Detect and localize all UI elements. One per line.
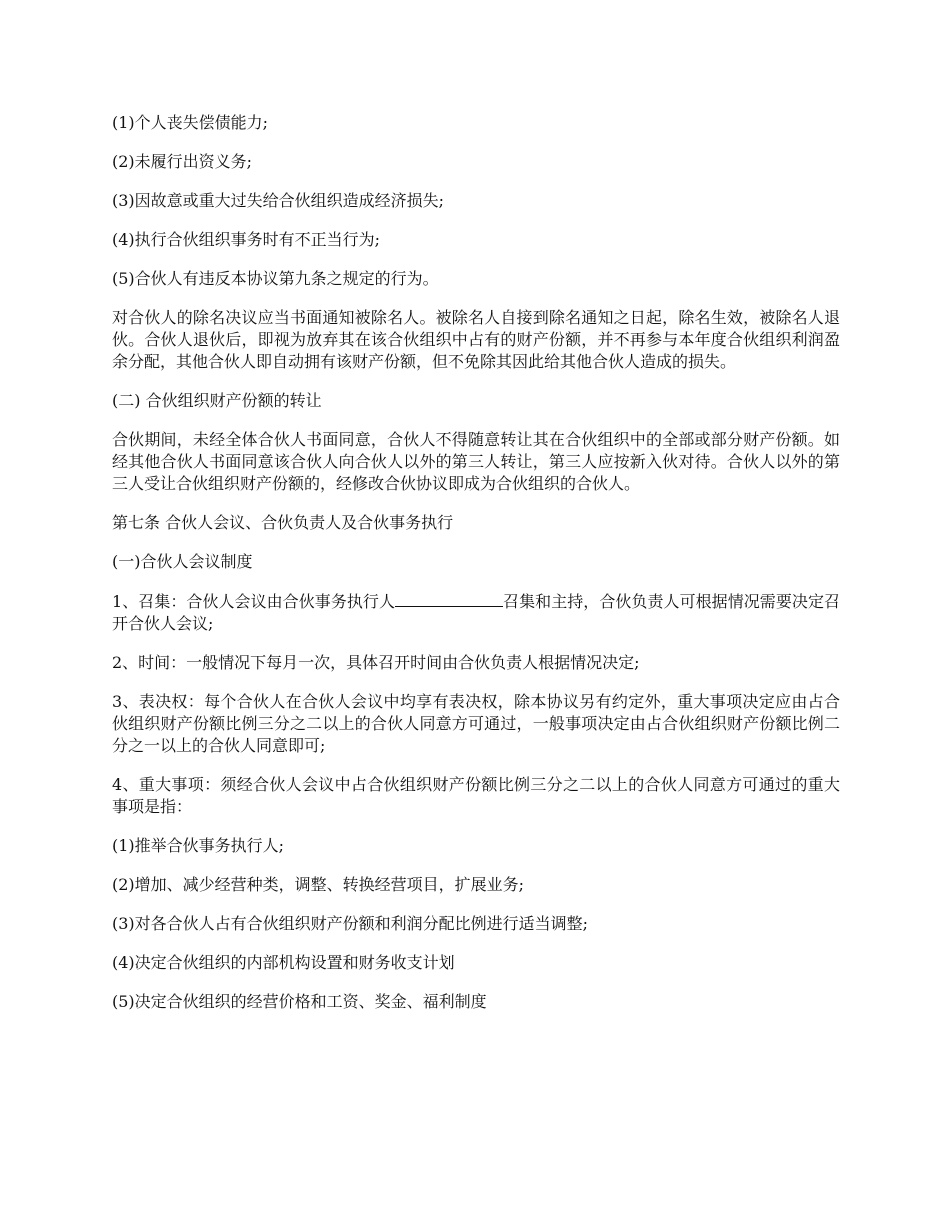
- major-item-2: (2)增加、减少经营种类，调整、转换经营项目，扩展业务;: [112, 875, 525, 894]
- article-heading-7: 第七条 合伙人会议、合伙负责人及合伙事务执行: [112, 513, 454, 532]
- document-body: [112, 112, 840, 1030]
- expulsion-paragraph: 对合伙人的除名决议应当书面通知被除名人。被除名人自接到除名通知之日起，除名生效，被除名人退伙。合伙人退伙后，即视为放弃其在该合伙组织中占有的财产份额，并不再参与本年度合伙组织利润盈余分配，其他合伙人即自动拥有该财产份额，但不免除其因此给其他合伙人造成的损失。: [112, 308, 840, 371]
- clause-item-4: (4)执行合伙组织事务时有不正当行为;: [112, 230, 381, 249]
- voting-paragraph: 3、表决权：每个合伙人在合伙人会议中均享有表决权，除本协议另有约定外，重大事项决定应由占合伙组织财产份额比例三分之二以上的合伙人同意方可通过，一般事项决定由占合伙组织财产份额比例二分之一以上的合伙人同意即可;: [112, 692, 840, 755]
- transfer-paragraph: 合伙期间，未经全体合伙人书面同意，合伙人不得随意转让其在合伙组织中的全部或部分财产份额。如经其他合伙人书面同意该合伙人向合伙人以外的第三人转让，第三人应按新入伙对待。合伙人以外的第三人受让合伙组织财产份额的，经修改合伙协议即成为合伙组织的合伙人。: [112, 430, 840, 493]
- major-item-4: (4)决定合伙组织的内部机构设置和财务收支计划: [112, 953, 455, 972]
- major-matters-paragraph: 4、重大事项：须经合伙人会议中占合伙组织财产份额比例三分之二以上的合伙人同意方可通过的重大事项是指：: [112, 775, 840, 816]
- convener-blank-line: [395, 590, 503, 607]
- major-item-5: (5)决定合伙组织的经营价格和工资、奖金、福利制度: [112, 992, 487, 1011]
- clause-item-1: (1)个人丧失偿债能力;: [112, 113, 269, 132]
- convene-text-before: 1、召集：合伙人会议由合伙事务执行人: [112, 592, 396, 611]
- clause-item-5: (5)合伙人有违反本协议第九条之规定的行为。: [112, 269, 439, 288]
- section-heading-transfer: (二) 合伙组织财产份额的转让: [112, 391, 322, 410]
- time-paragraph: 2、时间：一般情况下每月一次，具体召开时间由合伙负责人根据情况决定;: [112, 653, 640, 672]
- convene-text-after: 召集和主持，合伙负责人可根据情况需要决定召开合伙人会议;: [112, 592, 840, 633]
- clause-item-2: (2)未履行出资义务;: [112, 152, 253, 171]
- major-item-3: (3)对各合伙人占有合伙组织财产份额和利润分配比例进行适当调整;: [112, 914, 589, 933]
- clause-item-3: (3)因故意或重大过失给合伙组织造成经济损失;: [112, 191, 445, 210]
- section-heading-meeting: (一)合伙人会议制度: [112, 552, 253, 571]
- major-item-1: (1)推举合伙事务执行人;: [112, 836, 285, 855]
- convene-paragraph: [112, 590, 840, 635]
